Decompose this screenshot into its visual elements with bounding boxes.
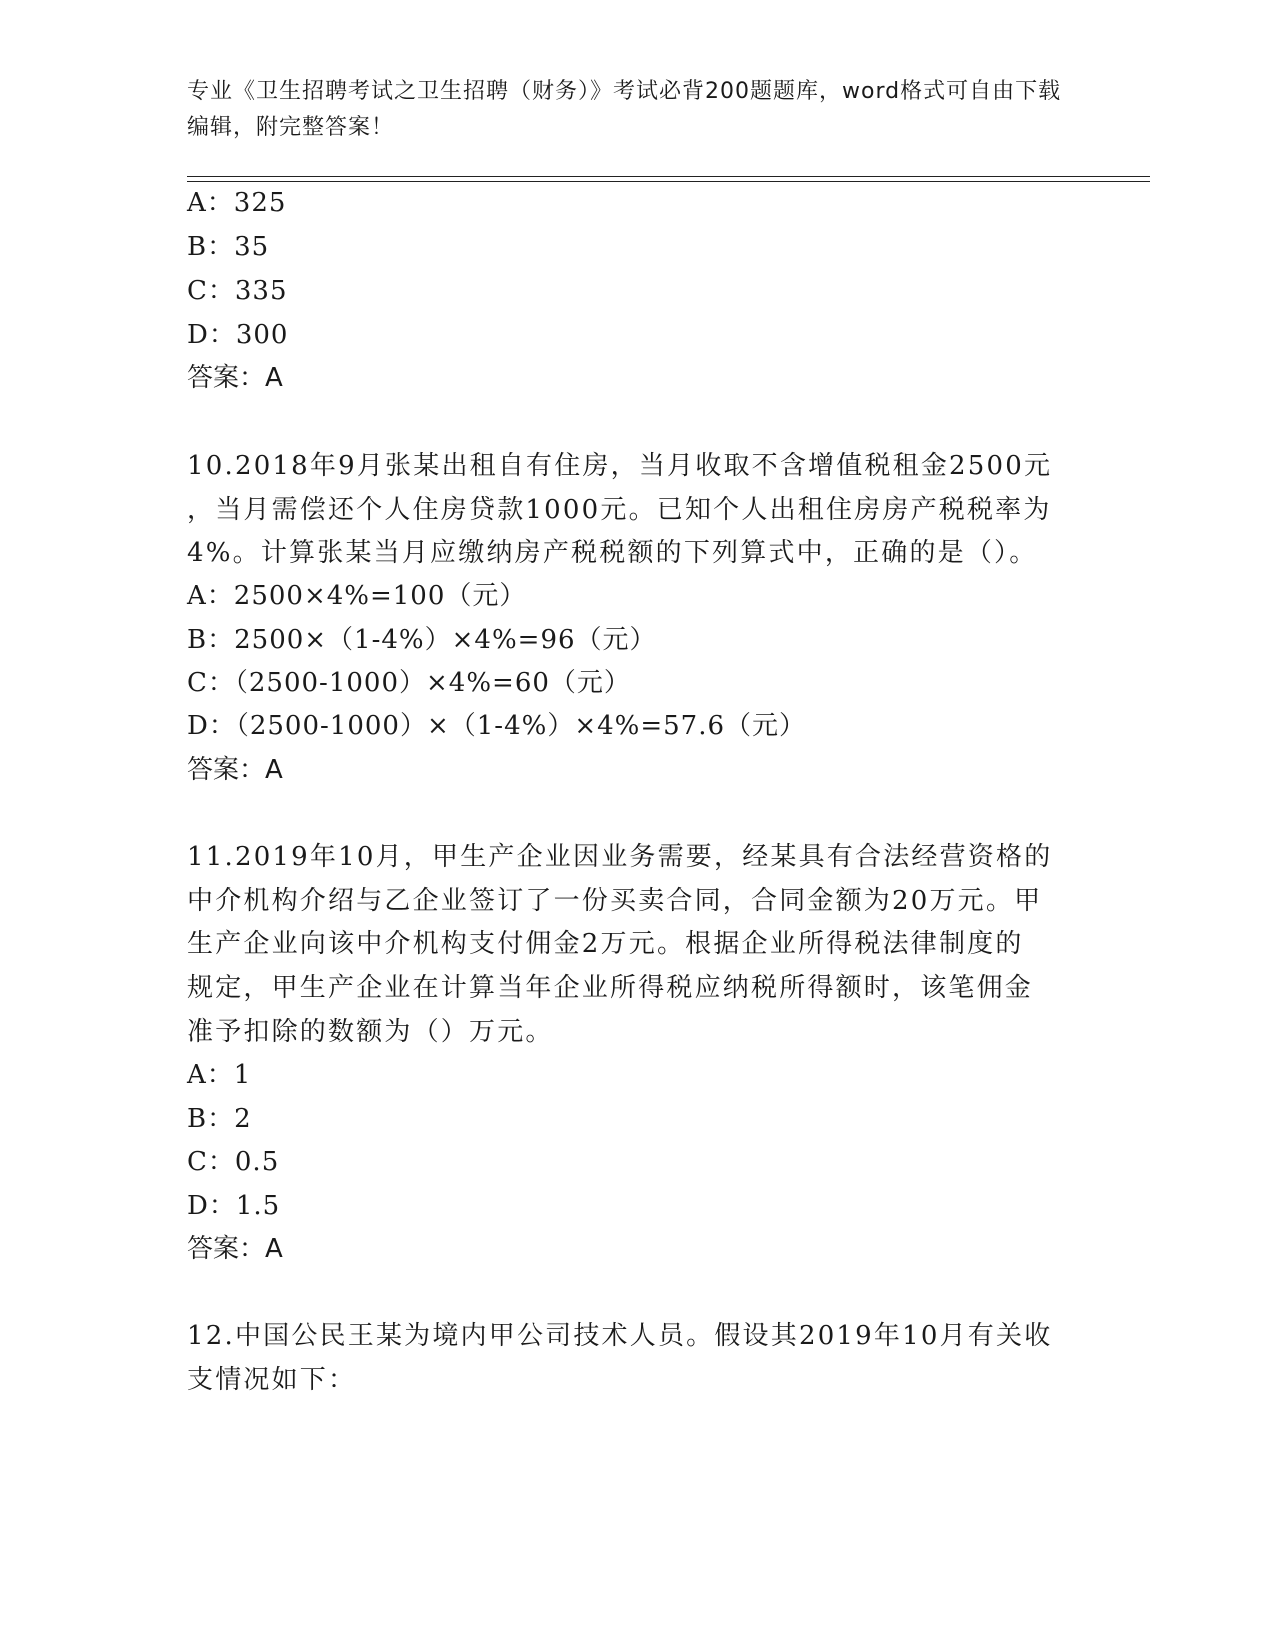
q10-stem-line-2: ，当月需偿还个人住房贷款1000元。已知个人出租住房房产税税率为 (187, 495, 1052, 525)
q11-stem-line-4: 规定，甲生产企业在计算当年企业所得税应纳税所得额时，该笔佣金 (187, 973, 1034, 1003)
q10-option-d: D：（2500-1000）×（1-4%）×4%=57.6（元） (187, 711, 807, 741)
q11-stem-line-2: 中介机构介绍与乙企业签订了一份买卖合同，合同金额为20万元。甲 (187, 886, 1043, 916)
q10-option-b: B：2500×（1-4%）×4%=96（元） (187, 625, 657, 655)
q12-stem-line-2: 支情况如下： (187, 1365, 357, 1395)
q10-option-c: C：（2500-1000）×4%=60（元） (187, 668, 631, 698)
q11-stem-line-3: 生产企业向该中介机构支付佣金2万元。根据企业所得税法律制度的 (187, 929, 1024, 959)
document-header: 专业《卫生招聘考试之卫生招聘（财务）》考试必背200题题库，word格式可自由下载编辑，附完整答案！ (187, 79, 1062, 140)
q11-stem-line-1: 11.2019年10月，甲生产企业因业务需要，经某具有合法经营资格的 (187, 842, 1053, 872)
q9-option-c: C：335 (187, 276, 288, 306)
q11-answer: 答案：A (187, 1234, 283, 1264)
q9-option-b: B：35 (187, 232, 270, 262)
q10-stem-line-1: 10.2018年9月张某出租自有住房，当月收取不含增值税租金2500元 (187, 451, 1053, 481)
q11-option-c: C：0.5 (187, 1147, 280, 1177)
q10-option-a: A：2500×4%=100（元） (187, 581, 527, 611)
header-divider-top (187, 176, 1150, 177)
q10-stem-line-3: 4%。计算张某当月应缴纳房产税税额的下列算式中，正确的是（）。 (187, 538, 1038, 568)
q11-option-b: B：2 (187, 1104, 252, 1134)
q11-option-d: D：1.5 (187, 1191, 281, 1221)
header-divider-bottom (187, 181, 1150, 182)
q10-answer: 答案：A (187, 755, 283, 785)
q11-option-a: A：1 (187, 1060, 252, 1090)
q9-answer: 答案：A (187, 363, 283, 393)
q11-stem-line-5: 准予扣除的数额为（）万元。 (187, 1017, 554, 1047)
q9-option-a: A：325 (187, 188, 287, 218)
q9-option-d: D：300 (187, 320, 289, 350)
q12-stem-line-1: 12.中国公民王某为境内甲公司技术人员。假设其2019年10月有关收 (187, 1321, 1053, 1351)
